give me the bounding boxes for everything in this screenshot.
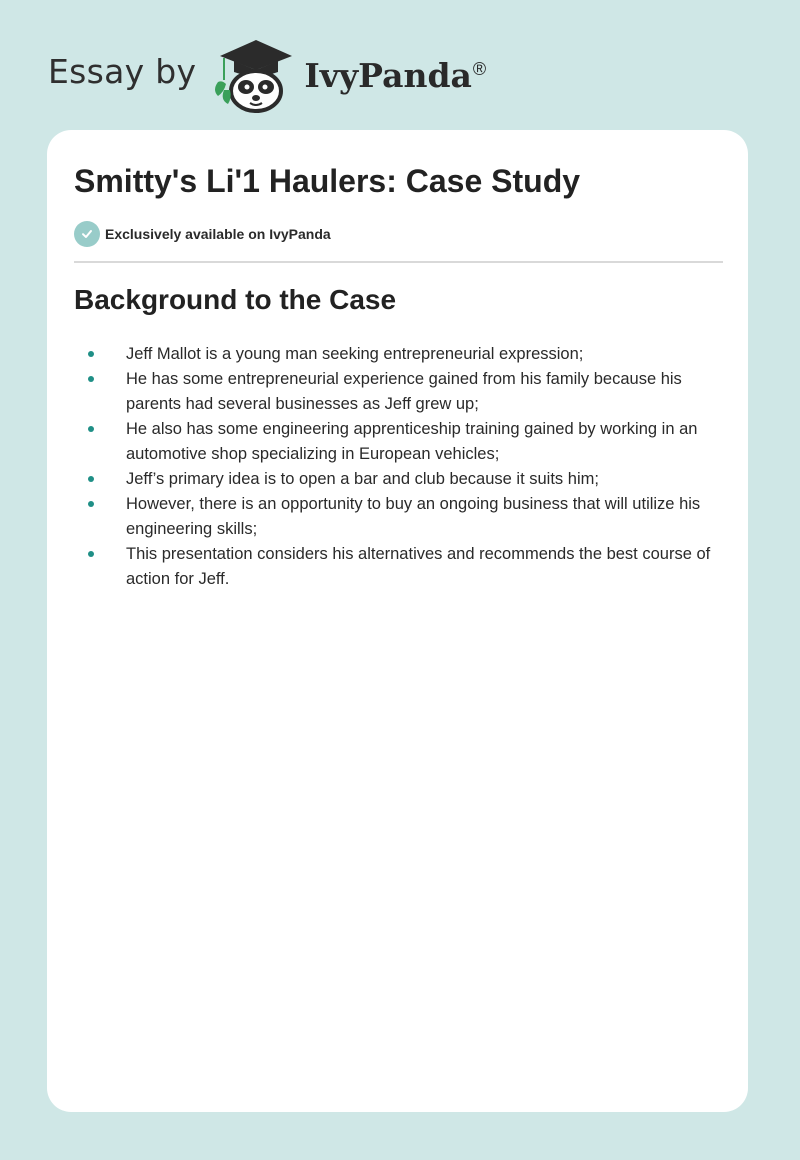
list-item: He also has some engineering apprenticeship training gained by working in an automotive shop specializing in European vehicles; [126, 417, 726, 467]
list-item: However, there is an opportunity to buy an ongoing business that will utilize his engineering skills; [126, 492, 726, 542]
list-item: He has some entrepreneurial experience gained from his family because his parents had several businesses as Jeff grew up; [126, 367, 726, 417]
bullet-dot-icon [88, 376, 94, 382]
exclusive-badge-label: Exclusively available on IvyPanda [105, 226, 331, 242]
site-header [48, 34, 486, 114]
bullet-list [126, 342, 726, 592]
list-item: This presentation considers his alternatives and recommends the best course of action for Jeff. [126, 542, 726, 592]
section-heading: Background to the Case [74, 284, 397, 315]
bullet-dot-icon [88, 551, 94, 557]
page-title: Smitty's Li'1 Haulers: Case Study [74, 163, 581, 199]
registered-mark: ® [472, 58, 487, 79]
essay-by-label: Essay by [48, 51, 197, 91]
ivypanda-panda-logo-icon[interactable] [210, 34, 302, 114]
bullet-dot-icon [88, 501, 94, 507]
bullet-dot-icon [88, 351, 94, 357]
divider [74, 261, 723, 263]
list-item: Jeff’s primary idea is to open a bar and club because it suits him; [126, 467, 726, 492]
essay-card [47, 130, 748, 1112]
brand-name[interactable]: IvyPanda® [304, 55, 487, 95]
bullet-dot-icon [88, 476, 94, 482]
check-circle-icon [74, 221, 100, 247]
list-item: Jeff Mallot is a young man seeking entrepreneurial expression; [126, 342, 726, 367]
exclusive-badge [74, 221, 331, 247]
bullet-dot-icon [88, 426, 94, 432]
